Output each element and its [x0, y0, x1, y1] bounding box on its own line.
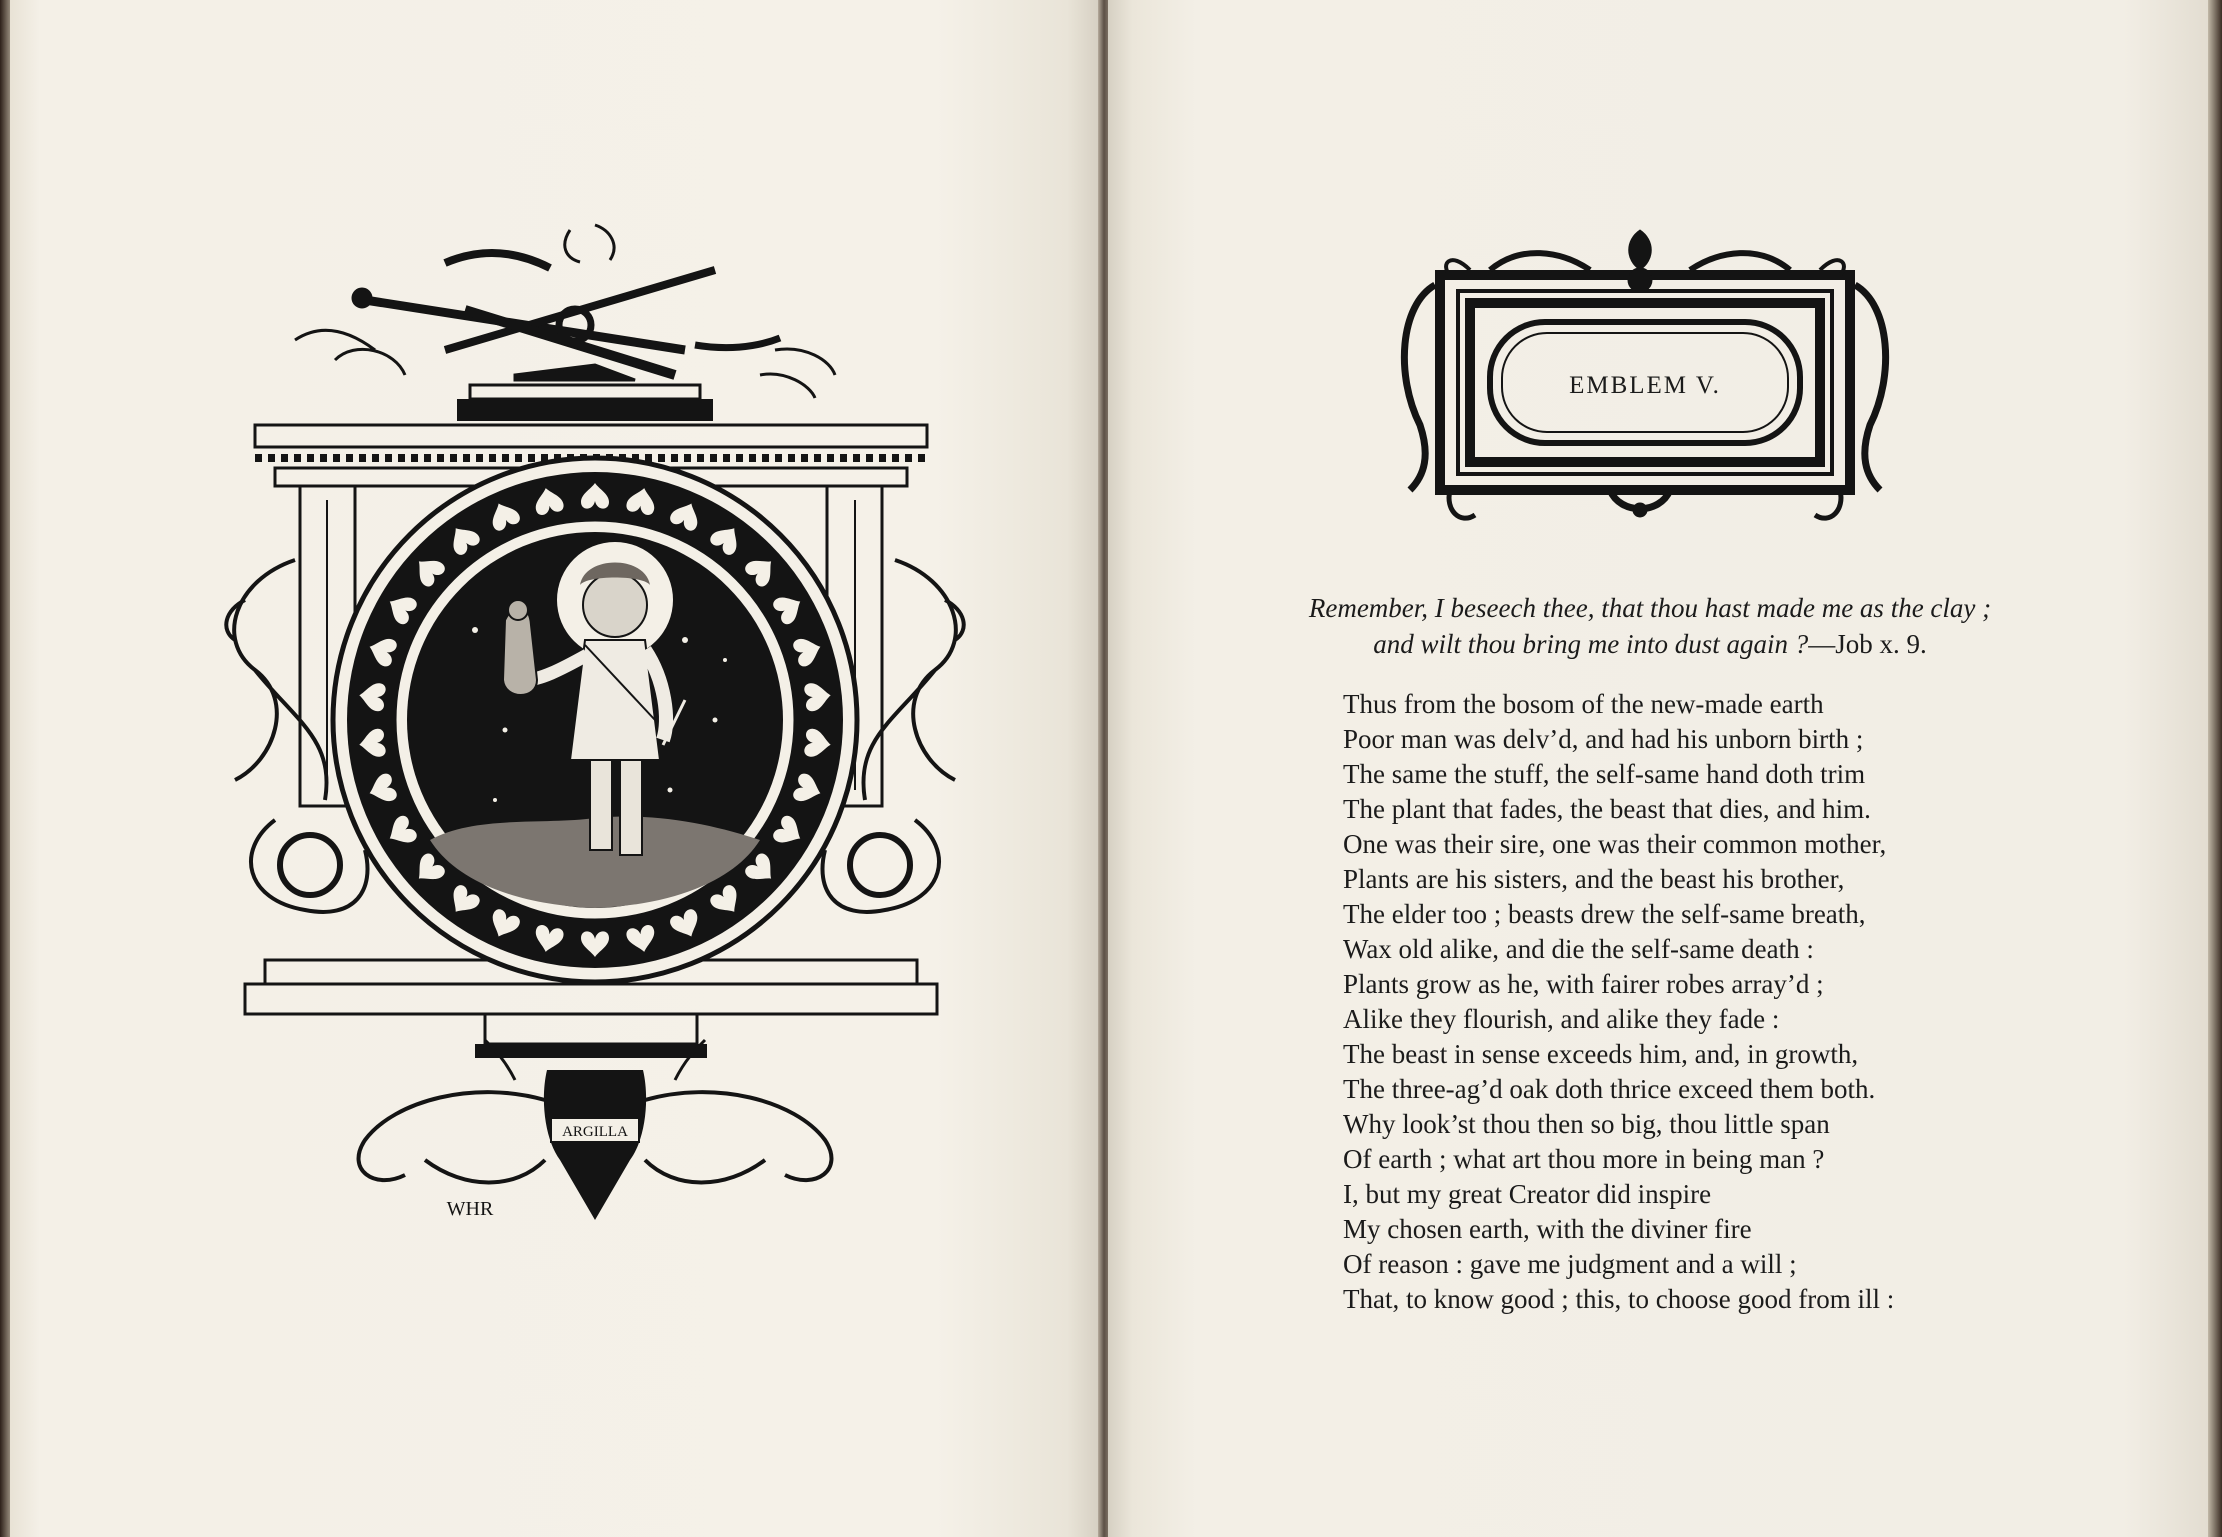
urn-inscription: ARGILLA [562, 1124, 628, 1140]
poem-line: The beast in sense exceeds him, and, in growth, [1343, 1039, 1859, 1069]
epigraph-citation: —Job x. 9. [1808, 629, 1927, 659]
poem-line: Of reason : gave me judgment and a will ; [1343, 1249, 1797, 1279]
book-edge-right [2208, 0, 2222, 1537]
poem-line: I, but my great Creator did inspire [1343, 1179, 1712, 1209]
medallion-icon [333, 458, 857, 982]
poem-line: That, to know good ; this, to choose good from ill : [1343, 1284, 1895, 1314]
artist-monogram: WHR [446, 1198, 494, 1220]
poem-line: The three-ag’d oak doth thrice exceed them both. [1343, 1074, 1876, 1104]
poem-line: Why look’st thou then so big, thou little span [1343, 1109, 1830, 1139]
epigraph-line-2-wrapper [1280, 626, 2020, 662]
epigraph-line-2: and wilt thou bring me into dust again ? [1373, 629, 1809, 659]
poem-line: The same the stuff, the self-same hand doth trim [1343, 759, 1866, 789]
poem-line: One was their sire, one was their common mother, [1343, 829, 1887, 859]
urn-icon [359, 1040, 832, 1220]
poem-line: My chosen earth, with the diviner fire [1343, 1214, 1752, 1244]
poem-line: Plants grow as he, with fairer robes array’d ; [1343, 969, 1824, 999]
poem-line: Plants are his sisters, and the beast his brother, [1343, 864, 1845, 894]
poem-line: Alike they flourish, and alike they fade : [1343, 1004, 1780, 1034]
poem-line: The plant that fades, the beast that dies, and him. [1343, 794, 1871, 824]
epigraph-line-1: Remember, I beseech thee, that thou hast made me as the clay ; [1308, 593, 1992, 623]
poem [1343, 687, 2063, 1317]
emblem-engraving-icon [215, 200, 975, 1280]
poem-line: Wax old alike, and die the self-same death : [1343, 934, 1814, 964]
poem-line: Poor man was delv’d, and had his unborn birth ; [1343, 724, 1864, 754]
poem-line: The elder too ; beasts drew the self-same breath, [1343, 899, 1866, 929]
poem-line: Of earth ; what art thou more in being man ? [1343, 1144, 1825, 1174]
emblem-title: EMBLEM V. [1569, 372, 1721, 399]
crossed-tools-icon [295, 225, 835, 398]
poem-line: Thus from the bosom of the new-made earth [1343, 689, 1824, 719]
epigraph [1280, 590, 2020, 662]
